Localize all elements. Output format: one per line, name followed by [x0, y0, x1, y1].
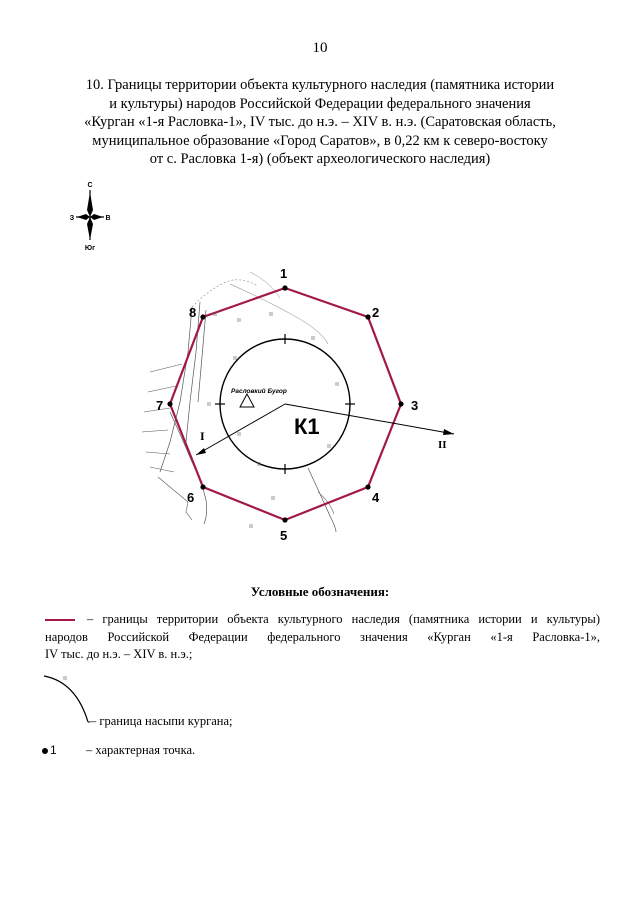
point-marker: [282, 285, 287, 290]
legend-boundary-text: – границы территории объекта культурного наследия (памятника истории и культуры): [87, 612, 600, 626]
geodetic-point-icon: [240, 394, 254, 407]
legend-boundary-text: IV тыс. до н.э. – XIV в. н.э.;: [45, 647, 193, 661]
direction-label-right: II: [438, 439, 447, 451]
legend-boundary-text: народов Российской Федерации федерального значения «Курган «1-я Расловка-1»,: [45, 629, 600, 644]
legend-point-number: 1: [50, 743, 57, 757]
title-line: и культуры) народов Российской Федерации федерального значения: [109, 95, 531, 112]
point-label: 3: [411, 398, 419, 413]
point-marker: [398, 401, 403, 406]
compass-north-label: С: [87, 182, 93, 189]
point-label: 6: [187, 490, 195, 505]
point-label: 5: [280, 528, 288, 543]
point-label: 7: [156, 398, 164, 413]
mound-arc-icon: [42, 672, 90, 728]
point-marker: [167, 401, 172, 406]
object-label: К1: [294, 414, 320, 439]
arrow-head-icon: [196, 448, 206, 455]
point-label: 4: [372, 490, 380, 505]
place-label: Расловкий Бугор: [231, 388, 287, 395]
legend-mound-text: – граница насыпи кургана;: [90, 714, 233, 728]
point-marker: [200, 314, 205, 319]
site-plan-map: [130, 262, 470, 552]
legend-point-text: – характерная точка.: [86, 743, 196, 757]
point-marker: [365, 314, 370, 319]
point-marker: [282, 517, 287, 522]
title-line: от с. Расловка 1-я) (объект археологического наследия): [149, 151, 491, 167]
point-dot-icon: [42, 748, 48, 754]
compass-east-label: В: [105, 215, 111, 222]
legend-item-boundary: [45, 611, 600, 664]
compass-south-label: Юг: [84, 245, 96, 252]
title-line: муниципальное образование «Город Саратов», в 0,22 км к северо-востоку: [92, 132, 548, 149]
direction-label-left: I: [200, 429, 205, 443]
title-line: 10. Границы территории объекта культурного наследия (памятника истории: [85, 77, 555, 93]
point-marker: [200, 484, 205, 489]
compass-rose-icon: [62, 180, 118, 256]
compass-west-label: З: [69, 215, 75, 222]
legend-item-mound: [42, 672, 342, 732]
point-label: 8: [189, 305, 197, 320]
page-number: 10: [312, 40, 328, 56]
document-title: [40, 76, 600, 169]
title-line: «Курган «1-я Расловка-1», IV тыс. до н.э. – XIV в. н.э. (Саратовская область,: [84, 114, 556, 130]
legend-item-point: [42, 743, 342, 758]
arrow-head-icon: [443, 429, 454, 435]
point-marker: [365, 484, 370, 489]
point-label: 2: [372, 305, 380, 320]
boundary-swatch: [45, 619, 75, 621]
legend-heading: Условные обозначения:: [250, 584, 390, 599]
point-label: 1: [280, 266, 288, 281]
